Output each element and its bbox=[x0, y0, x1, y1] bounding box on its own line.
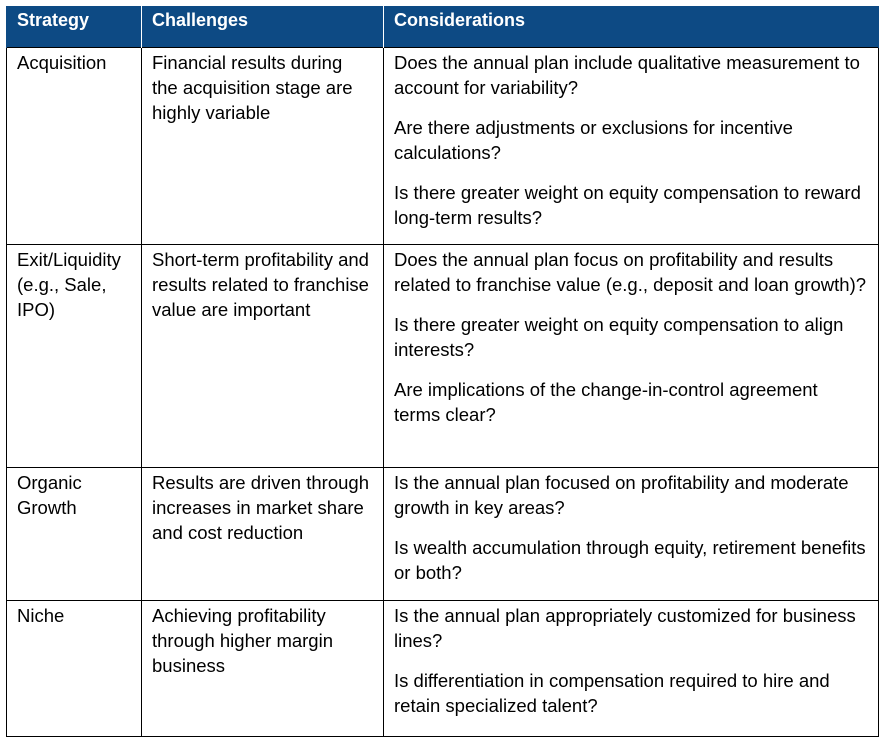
consideration-item: Is there greater weight on equity compensation to align interests? bbox=[394, 314, 844, 360]
consideration-item: Is wealth accumulation through equity, retirement benefits or both? bbox=[394, 537, 866, 583]
table-row-niche bbox=[7, 601, 879, 737]
consideration-item: Are there adjustments or exclusions for incentive calculations? bbox=[394, 117, 793, 163]
strategy-cell: Acquisition bbox=[7, 48, 142, 245]
consideration-item: Is the annual plan appropriately customized for business lines? bbox=[394, 605, 856, 651]
strategy-cell: Organic Growth bbox=[7, 468, 142, 601]
header-considerations: Considerations bbox=[384, 6, 879, 48]
challenges-cell: Financial results during the acquisition stage are highly variable bbox=[142, 48, 384, 245]
consideration-item: Does the annual plan include qualitative measurement to account for variability? bbox=[394, 52, 860, 98]
strategy-cell: Niche bbox=[7, 601, 142, 737]
table-header bbox=[7, 6, 879, 48]
considerations-cell bbox=[384, 601, 879, 737]
challenges-cell: Short-term profitability and results related to franchise value are important bbox=[142, 245, 384, 468]
header-row bbox=[7, 6, 879, 48]
strategy-table bbox=[6, 6, 879, 737]
header-strategy: Strategy bbox=[7, 6, 142, 48]
strategy-cell: Exit/Liquidity (e.g., Sale, IPO) bbox=[7, 245, 142, 468]
table-row-acquisition bbox=[7, 48, 879, 245]
consideration-item: Is the annual plan focused on profitability and moderate growth in key areas? bbox=[394, 472, 849, 518]
considerations-cell bbox=[384, 468, 879, 601]
table-row-organic-growth bbox=[7, 468, 879, 601]
table-body bbox=[7, 48, 879, 737]
considerations-cell bbox=[384, 48, 879, 245]
consideration-item: Is differentiation in compensation required to hire and retain specialized talent? bbox=[394, 670, 830, 716]
consideration-item: Are implications of the change-in-control agreement terms clear? bbox=[394, 379, 818, 425]
table-row-exit-liquidity bbox=[7, 245, 879, 468]
consideration-item: Is there greater weight on equity compensation to reward long-term results? bbox=[394, 182, 861, 228]
challenges-cell: Achieving profitability through higher margin business bbox=[142, 601, 384, 737]
challenges-cell: Results are driven through increases in market share and cost reduction bbox=[142, 468, 384, 601]
consideration-item: Does the annual plan focus on profitability and results related to franchise value (e.g., deposit and loan growth)? bbox=[394, 249, 867, 295]
considerations-cell bbox=[384, 245, 879, 468]
header-challenges: Challenges bbox=[142, 6, 384, 48]
